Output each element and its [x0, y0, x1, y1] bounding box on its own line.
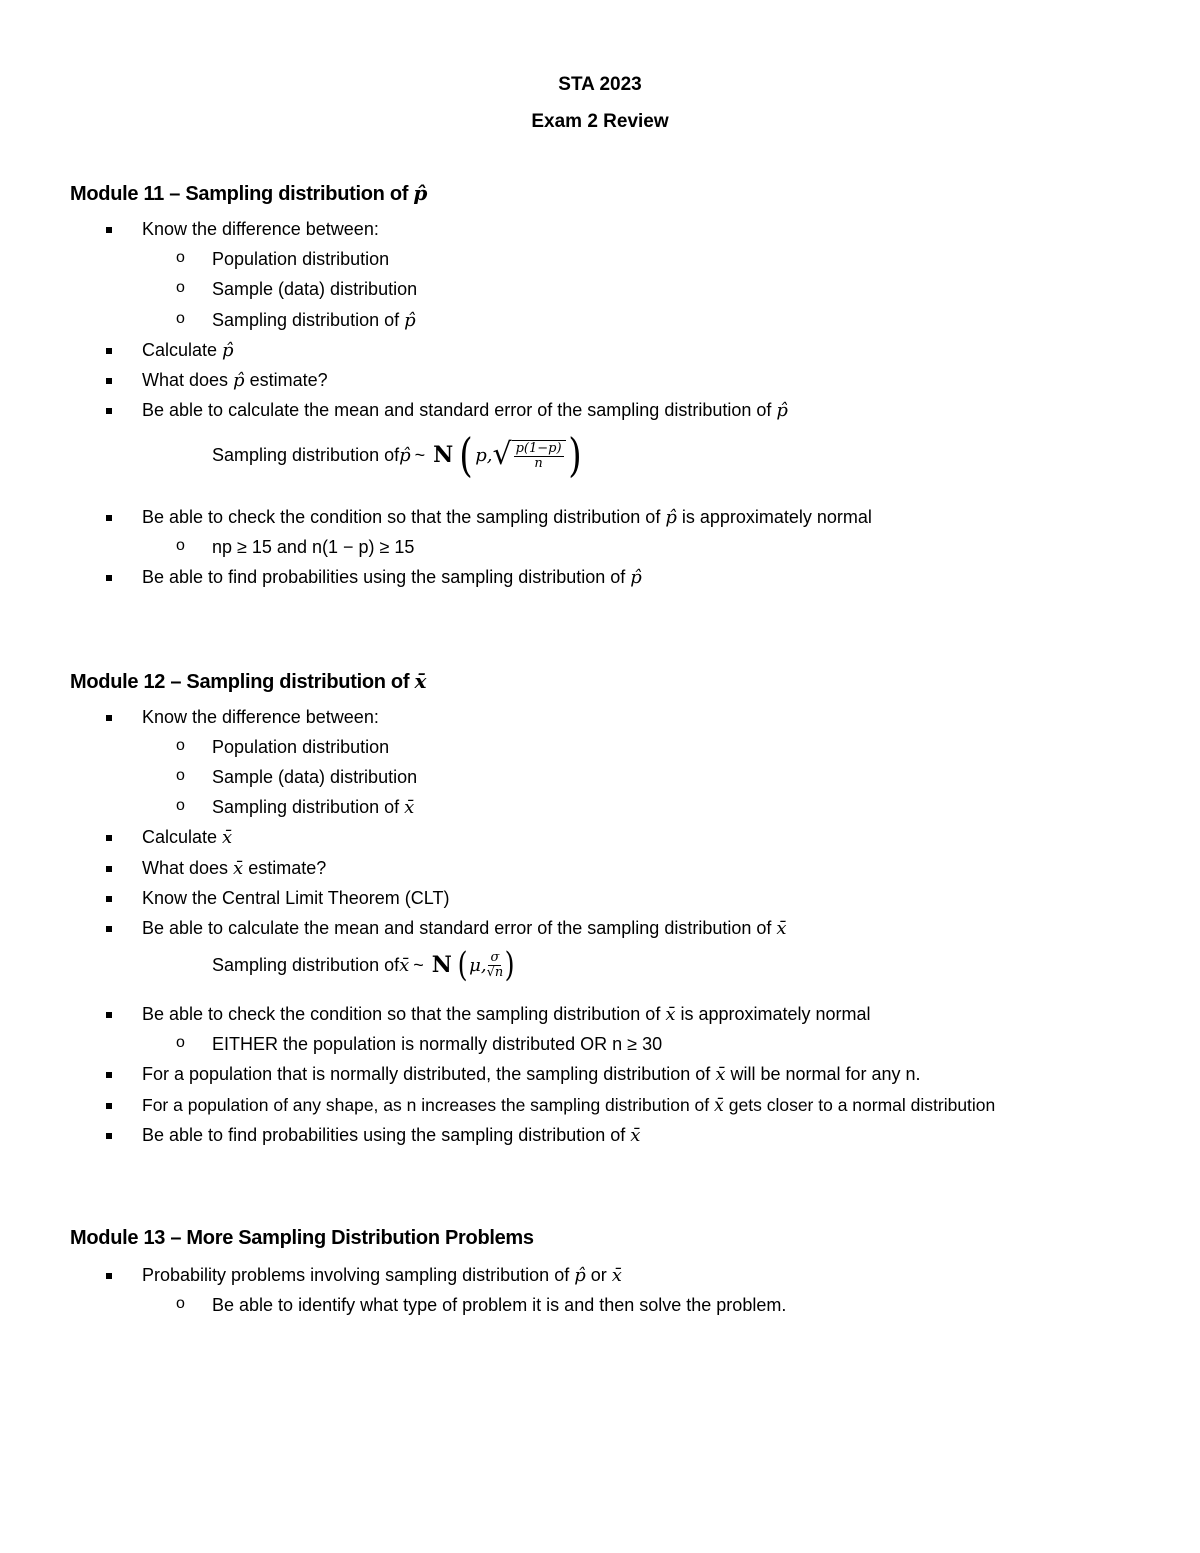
module-12-heading: [70, 669, 426, 694]
item-text: Be able to calculate the mean and standard error of the sampling distribution of: [142, 400, 777, 420]
x-bar-symbol: x̄: [714, 1096, 724, 1116]
p-hat-symbol: p̂: [404, 310, 416, 331]
item-text: Sample (data) distribution: [212, 767, 418, 787]
right-paren-glyph: ): [504, 945, 515, 985]
p-hat-symbol: p̂: [233, 370, 245, 391]
module-12-heading-text: Module 12 – Sampling distribution of: [70, 671, 415, 693]
item-text: estimate?: [243, 858, 327, 878]
x-bar-symbol: x̄: [715, 1064, 726, 1085]
bullet-marker: [106, 1103, 112, 1109]
x-bar-symbol: x̄: [404, 797, 415, 818]
bullet-marker: [106, 378, 112, 384]
sub-bullet-marker: o: [176, 737, 185, 754]
x-bar-symbol: x̄: [665, 1004, 676, 1025]
sub-bullet-marker: o: [176, 279, 185, 296]
right-paren-glyph: ): [567, 428, 582, 482]
item-text: Be able to check the condition so that the sampling distribution of: [142, 1004, 666, 1024]
bullet-marker: [106, 408, 112, 414]
p-hat-symbol: p̂: [630, 567, 642, 588]
x-bar-symbol: x̄: [611, 1265, 622, 1286]
course-code: STA 2023: [558, 74, 642, 95]
item-text: Population distribution: [212, 249, 390, 269]
item-text: Sampling distribution of: [212, 310, 405, 330]
p-hat-symbol: p̂: [574, 1265, 586, 1286]
x-bar-symbol: x̄: [222, 827, 233, 848]
item-text: gets closer to a normal distribution: [723, 1095, 996, 1115]
sub-bullet-marker: o: [176, 310, 185, 327]
x-bar-distribution-formula: [212, 945, 517, 985]
p-hat-symbol: p̂: [665, 507, 677, 528]
bullet-marker: [106, 715, 112, 721]
sqrt-expression: [492, 437, 565, 472]
bullet-marker: [106, 896, 112, 902]
bullet-marker: [106, 348, 112, 354]
x-bar-symbol: x̄: [414, 669, 427, 693]
item-text: What does: [142, 370, 234, 390]
sub-bullet-marker: o: [176, 797, 185, 814]
fraction-denominator: √n: [486, 964, 504, 980]
item-text: will be normal for any n.: [725, 1064, 921, 1084]
fraction-numerator: σ: [490, 949, 500, 965]
normal-symbol: N: [433, 442, 454, 468]
formula-label: Sampling distribution of: [212, 444, 400, 465]
p-hat-symbol: p̂: [413, 181, 428, 205]
item-text: or: [585, 1265, 612, 1285]
item-text: Be able to calculate the mean and standard error of the sampling distribution of: [142, 918, 777, 938]
bullet-marker: [106, 866, 112, 872]
item-text: is approximately normal: [675, 1004, 871, 1024]
item-text: Probability problems involving sampling distribution of: [142, 1265, 575, 1285]
x-bar-symbol: x̄: [776, 918, 787, 939]
fraction-denominator: n: [534, 455, 543, 471]
formula-mean: μ,: [469, 954, 487, 976]
bullet-marker: [106, 515, 112, 521]
item-text: Be able to find probabilities using the sampling distribution of: [142, 567, 631, 587]
item-text: is approximately normal: [676, 507, 872, 527]
item-text: Know the difference between:: [142, 219, 379, 239]
fraction-numerator: p(1−p): [515, 440, 562, 456]
page-title: Exam 2 Review: [531, 111, 669, 132]
item-text: For a population that is normally distributed, the sampling distribution of: [142, 1064, 716, 1084]
normal-symbol: N: [431, 952, 452, 978]
bullet-marker: [106, 1072, 112, 1078]
sub-bullet-marker: o: [176, 537, 185, 554]
bullet-marker: [106, 1273, 112, 1279]
bullet-marker: [106, 1133, 112, 1139]
item-text: Calculate: [142, 340, 223, 360]
item-text: Sampling distribution of: [212, 797, 405, 817]
item-text: Be able to identify what type of problem it is and then solve the problem.: [212, 1295, 787, 1315]
item-text: Calculate: [142, 827, 223, 847]
x-bar-symbol: x̄: [233, 858, 244, 879]
item-text: Be able to find probabilities using the sampling distribution of: [142, 1125, 631, 1145]
sub-bullet-marker: o: [176, 1034, 185, 1051]
bullet-marker: [106, 575, 112, 581]
sub-bullet-marker: o: [176, 767, 185, 784]
item-text: Population distribution: [212, 737, 390, 757]
item-text: Sample (data) distribution: [212, 279, 418, 299]
bullet-marker: [106, 835, 112, 841]
tilde-symbol: ~: [413, 954, 424, 975]
item-text: estimate?: [244, 370, 328, 390]
x-bar-symbol: x̄: [399, 954, 410, 976]
bullet-marker: [106, 1012, 112, 1018]
formula-mean: p,: [475, 444, 493, 466]
p-hat-symbol: p̂: [776, 400, 788, 421]
item-text: For a population of any shape, as n increases the sampling distribution of: [142, 1095, 715, 1115]
module-13-heading: Module 13 – More Sampling Distribution Problems: [70, 1227, 534, 1249]
tilde-symbol: ~: [414, 444, 426, 465]
bullet-marker: [106, 926, 112, 932]
radical-glyph: √: [492, 437, 512, 472]
formula-label: Sampling distribution of: [212, 954, 400, 975]
item-text: EITHER the population is normally distributed OR n ≥ 30: [212, 1034, 663, 1054]
sub-bullet-marker: o: [176, 1295, 185, 1312]
p-hat-symbol: p̂: [399, 444, 411, 466]
item-text: Know the difference between:: [142, 707, 379, 727]
module-11-heading-text: Module 11 – Sampling distribution of: [70, 183, 414, 205]
p-hat-symbol: p̂: [222, 340, 234, 361]
x-bar-symbol: x̄: [630, 1125, 641, 1146]
module-11-heading: [70, 181, 427, 206]
bullet-marker: [106, 227, 112, 233]
left-paren-glyph: (: [459, 428, 473, 482]
p-hat-distribution-formula: [212, 428, 584, 482]
sub-bullet-marker: o: [176, 249, 185, 266]
item-text: Know the Central Limit Theorem (CLT): [142, 888, 450, 908]
item-text: Be able to check the condition so that the sampling distribution of: [142, 507, 666, 527]
item-text: What does: [142, 858, 234, 878]
left-paren-glyph: (: [457, 945, 468, 985]
item-text: np ≥ 15 and n(1 − p) ≥ 15: [212, 537, 415, 557]
